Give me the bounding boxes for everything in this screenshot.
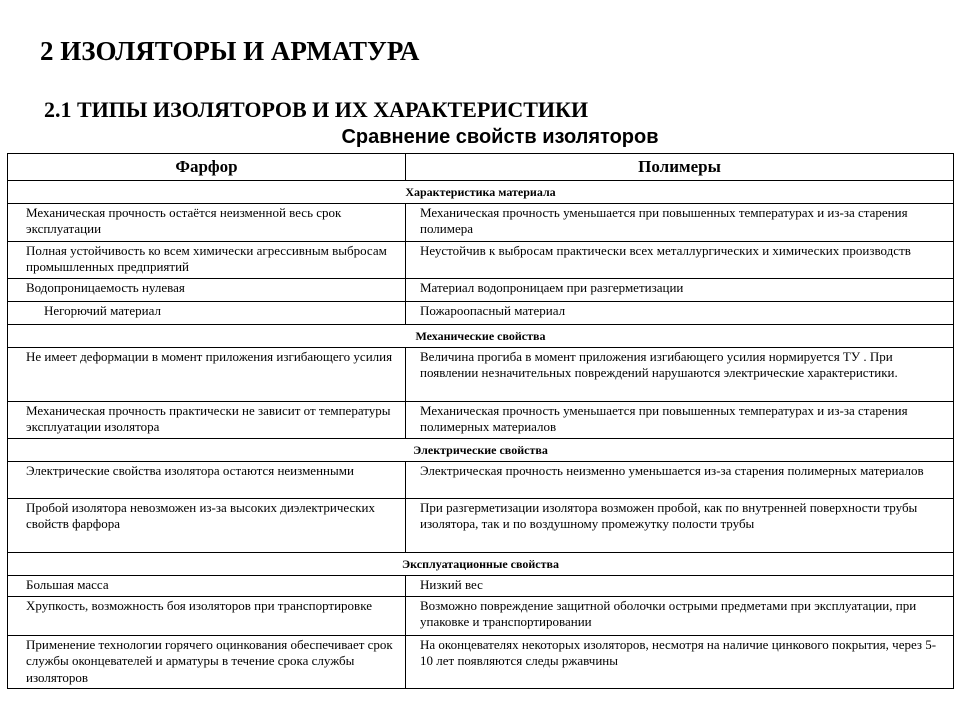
section-header-row xyxy=(8,553,954,576)
section-title-mechanical: Механические свойства xyxy=(8,325,954,348)
section-header-row xyxy=(8,325,954,348)
porcelain-cell: Механическая прочность остаётся неизменной весь срок эксплуатации xyxy=(8,204,406,242)
table-header-row xyxy=(8,154,954,181)
table-row xyxy=(8,499,954,553)
table-row xyxy=(8,302,954,325)
polymer-cell: Механическая прочность уменьшается при повышенных температурах и из-за старения полимера xyxy=(406,204,954,242)
section-title-operational: Эксплуатационные свойства xyxy=(8,553,954,576)
table-row xyxy=(8,636,954,689)
polymer-cell: На оконцевателях некоторых изоляторов, несмотря на наличие цинкового покрытия, через 5-10 лет появляются следы ржавчины xyxy=(406,636,954,689)
polymer-cell: При разгерметизации изолятора возможен пробой, как по внутренней поверхности трубы изолятора, так и по воздушному промежутку полости трубы xyxy=(406,499,954,553)
porcelain-cell: Негорючий материал xyxy=(8,302,406,325)
section-title-material: Характеристика материала xyxy=(8,181,954,204)
porcelain-cell: Большая масса xyxy=(8,576,406,597)
polymer-cell: Пожароопасный материал xyxy=(406,302,954,325)
porcelain-cell: Водопроницаемость нулевая xyxy=(8,279,406,302)
table-row xyxy=(8,204,954,242)
polymer-cell: Низкий вес xyxy=(406,576,954,597)
table-row xyxy=(8,597,954,636)
table-row xyxy=(8,402,954,439)
comparison-table xyxy=(7,153,954,689)
porcelain-cell: Механическая прочность практически не зависит от температуры эксплуатации изолятора xyxy=(8,402,406,439)
table-row xyxy=(8,348,954,402)
table-caption: Сравнение свойств изоляторов xyxy=(341,126,659,148)
column-header-polymers: Полимеры xyxy=(406,154,954,181)
polymer-cell: Электрическая прочность неизменно уменьшается из-за старения полимерных материалов xyxy=(406,462,954,499)
polymer-cell: Неустойчив к выбросам практически всех металлургических и химических производств xyxy=(406,242,954,279)
porcelain-cell: Не имеет деформации в момент приложения изгибающего усилия xyxy=(8,348,406,402)
polymer-cell: Материал водопроницаем при разгерметизации xyxy=(406,279,954,302)
table-row xyxy=(8,242,954,279)
polymer-cell: Величина прогиба в момент приложения изгибающего усилия нормируется ТУ . При появлении незначительных повреждений нарушаются электрические характеристики. xyxy=(406,348,954,402)
polymer-cell: Возможно повреждение защитной оболочки острыми предметами при эксплуатации, при упаковке и транспортировании xyxy=(406,597,954,636)
column-header-porcelain: Фарфор xyxy=(8,154,406,181)
page-title: 2 ИЗОЛЯТОРЫ И АРМАТУРА xyxy=(40,36,420,66)
section-header-row xyxy=(8,181,954,204)
table-row xyxy=(8,279,954,302)
porcelain-cell: Хрупкость, возможность боя изоляторов при транспортировке xyxy=(8,597,406,636)
section-subtitle: 2.1 ТИПЫ ИЗОЛЯТОРОВ И ИХ ХАРАКТЕРИСТИКИ xyxy=(44,97,589,122)
table-row xyxy=(8,576,954,597)
porcelain-cell: Полная устойчивость ко всем химически агрессивным выбросам промышленных предприятий xyxy=(8,242,406,279)
section-header-row xyxy=(8,439,954,462)
table-row xyxy=(8,462,954,499)
section-title-electrical: Электрические свойства xyxy=(8,439,954,462)
porcelain-cell: Применение технологии горячего оцинкования обеспечивает срок службы оконцевателей и арматуры в течение срока службы изоляторов xyxy=(8,636,406,689)
polymer-cell: Механическая прочность уменьшается при повышенных температурах и из-за старения полимерных материалов xyxy=(406,402,954,439)
porcelain-cell: Пробой изолятора невозможен из-за высоких диэлектрических свойств фарфора xyxy=(8,499,406,553)
porcelain-cell: Электрические свойства изолятора остаются неизменными xyxy=(8,462,406,499)
